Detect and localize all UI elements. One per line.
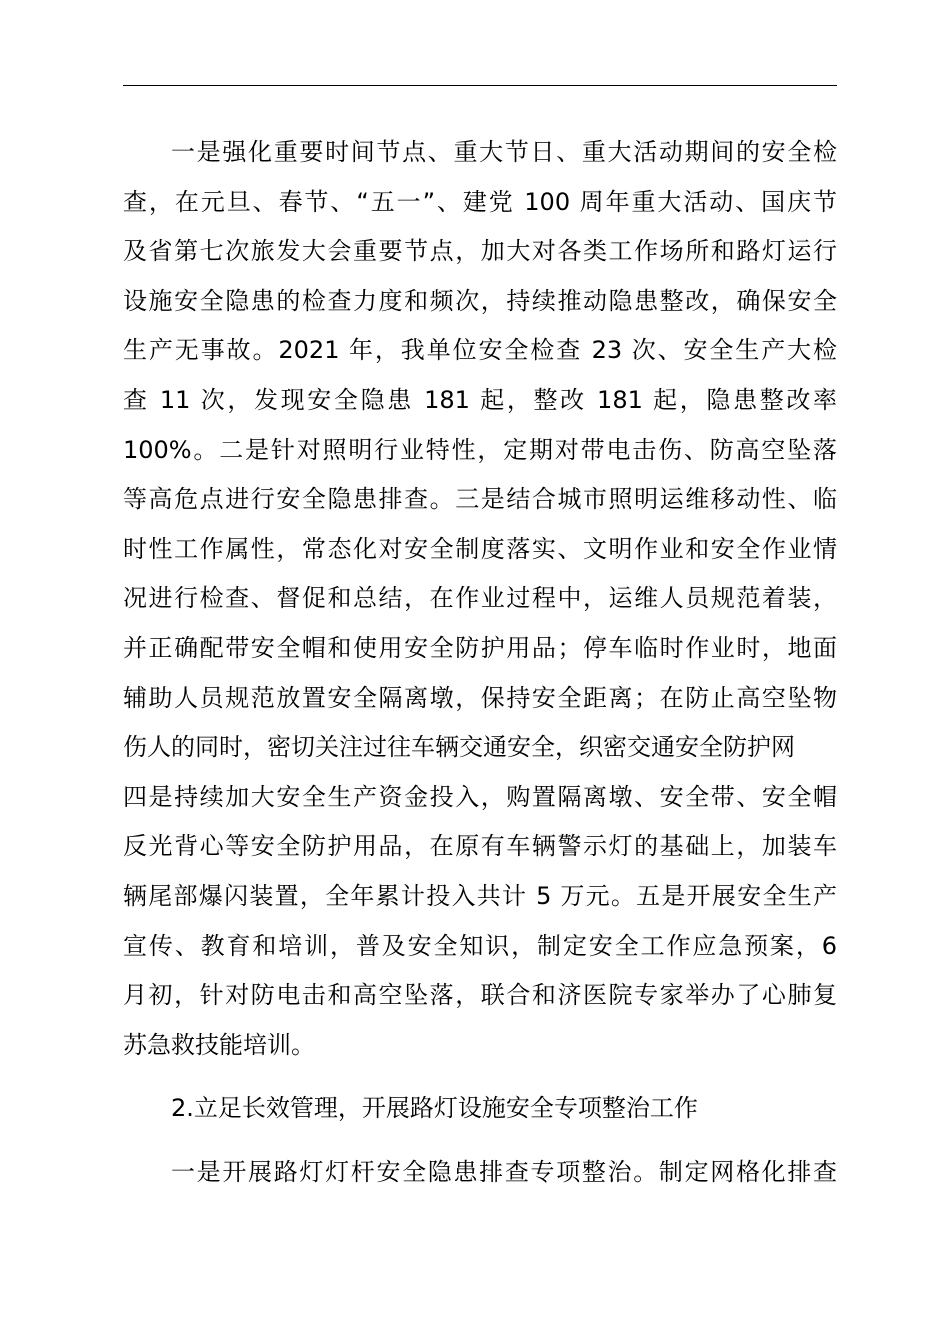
text-line: 时性工作属性，常态化对安全制度落实、文明作业和安全作业情 [123,534,837,563]
header-rule [123,85,837,86]
text-line: 伤人的同时，密切关注过往车辆交通安全，织密交通安全防护网 [123,733,795,762]
paragraph-safety-inspection [123,128,837,1070]
text-line: 一是强化重要时间节点、重大节日、重大活动期间的安全检 [171,138,837,166]
paragraph-gap [123,1134,837,1148]
text-line: 月初，针对防电击和高空坠落，联合和济医院专家举办了心肺复 [123,981,837,1010]
text-line: 况进行检查、督促和总结，在作业过程中，运维人员规范着装， [123,584,837,613]
section-heading [123,1084,837,1134]
text-line: 宣传、教育和培训，普及安全知识，制定安全工作应急预案，6 [123,931,837,960]
text-line: 四是持续加大安全生产资金投入，购置隔离墩、安全带、安全帽 [123,782,837,811]
text-line: 一是开展路灯灯杆安全隐患排查专项整治。制定网格化排查 [171,1157,837,1186]
text-line: 辆尾部爆闪装置，全年累计投入共计 5 万元。五是开展安全生产 [123,881,837,910]
heading-line: 2.立足长效管理，开展路灯设施安全专项整治工作 [171,1094,698,1123]
text-line: 设施安全隐患的检查力度和频次，持续推动隐患整改，确保安全 [123,286,837,315]
text-line: 等高危点进行安全隐患排查。三是结合城市照明运维移动性、临 [123,485,837,514]
text-line: 查 11 次，发现安全隐患 181 起，整改 181 起，隐患整改率 [123,385,837,414]
paragraph-gap [123,1070,837,1084]
text-line: 及省第七次旅发大会重要节点，加大对各类工作场所和路灯运行 [123,237,837,266]
text-line: 生产无事故。2021 年，我单位安全检查 23 次、安全生产大检 [123,336,837,365]
paragraph-lamp-pole [123,1148,837,1198]
text-line: 查，在元旦、春节、“五一”、建党 100 周年重大活动、国庆节 [123,187,837,216]
text-line: 100%。二是针对照明行业特性，定期对带电击伤、防高空坠落 [123,435,837,464]
text-line: 苏急救技能培训。 [123,1030,315,1059]
document-body [123,128,837,1197]
text-line: 辅助人员规范放置安全隔离墩，保持安全距离；在防止高空坠物 [123,683,837,712]
text-line: 并正确配带安全帽和使用安全防护用品；停车临时作业时，地面 [123,633,837,662]
text-line: 反光背心等安全防护用品，在原有车辆警示灯的基础上，加装车 [123,832,837,861]
